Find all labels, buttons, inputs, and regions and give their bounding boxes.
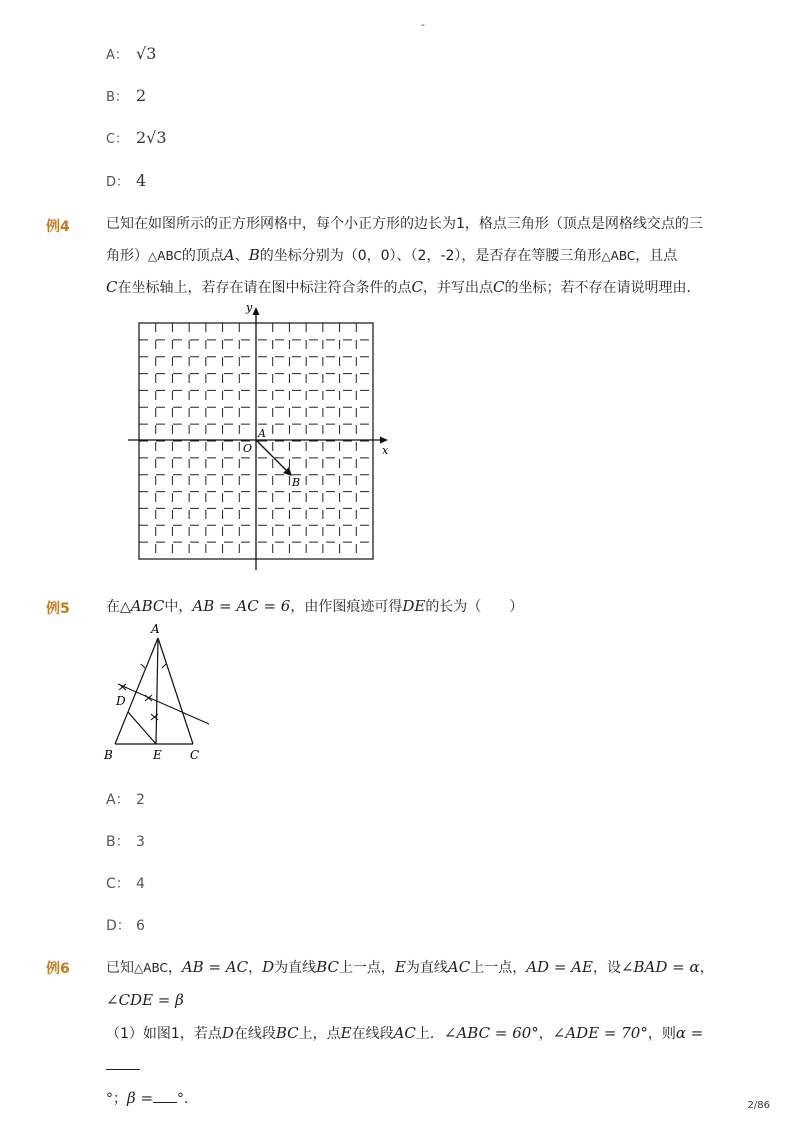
option-d[interactable] (106, 171, 146, 190)
page-number: 2/86 (747, 1100, 770, 1111)
option-value: 4 (136, 171, 147, 190)
example-6-text (106, 951, 716, 1115)
vertex-c-label: C (190, 748, 200, 762)
arc-mark (162, 664, 166, 668)
option-label: A： (106, 48, 128, 63)
option-value: √3 (136, 44, 157, 63)
example-6-label: 例6 (46, 961, 70, 977)
text-line: 已知△ABC，AB = AC，D为直线BC上一点，E为直线AC上一点，AD = AE，设∠BAD = α， (106, 958, 714, 976)
arc-mark (141, 664, 145, 668)
ex5-option-c[interactable] (106, 873, 145, 893)
text-line: 已知在如图所示的正方形网格中，每个小正方形的边长为1，格点三角形（顶点是网格线交点的三 (106, 216, 703, 232)
segment-ae (156, 638, 158, 744)
text-line: ∠CDE = β (106, 991, 184, 1009)
option-c[interactable] (106, 128, 167, 147)
option-value: 6 (136, 918, 145, 934)
option-value: 4 (136, 876, 145, 892)
option-label: D： (106, 918, 131, 934)
point-e-label: E (153, 748, 162, 762)
example-5-label: 例5 (46, 601, 70, 617)
text-line: C在坐标轴上，若存在请在图中标注符合条件的点C，并写出点C的坐标；若不存在请说明理由． (106, 278, 701, 296)
text-line: 角形）△ABC的顶点A、B的坐标分别为（0，0）、（2，-2），是否存在等腰三角形△ABC，且点 (106, 246, 678, 264)
segment-de (128, 712, 156, 744)
option-label: C： (106, 876, 130, 892)
example-4-text (106, 209, 716, 304)
answer-blank-alpha[interactable] (106, 1055, 140, 1070)
header-mark: - (421, 18, 425, 31)
ex5-option-a[interactable] (106, 789, 145, 809)
x-axis-label: x (382, 444, 389, 457)
ex5-option-b[interactable] (106, 831, 145, 851)
point-d-label: D (116, 694, 126, 708)
origin-label: O (243, 442, 253, 455)
text-line: （1）如图1，若点D在线段BC上，点E在线段AC上．∠ABC = 60°，∠ADE = 70°，则α = (106, 1017, 716, 1082)
side-ab (115, 638, 158, 744)
point-a-label: A (258, 427, 266, 440)
ex5-option-d[interactable] (106, 915, 145, 935)
coordinate-grid-figure (126, 300, 396, 575)
text-line: °；β = °． (106, 1089, 199, 1107)
point-b-label: B (292, 476, 301, 489)
option-value: 2 (136, 792, 145, 808)
option-label: B： (106, 834, 130, 850)
x-axis-arrow (380, 437, 388, 444)
option-a[interactable] (106, 44, 156, 63)
option-b[interactable] (106, 86, 146, 105)
vertex-b-label: B (104, 748, 113, 762)
option-label: B： (106, 90, 128, 105)
option-value: 2√3 (136, 128, 167, 147)
example-5-text: 在△ABC中，AB = AC = 6，由作图痕迹可得DE的长为（ ） (106, 597, 524, 615)
option-value: 3 (136, 834, 145, 850)
answer-blank-beta[interactable] (153, 1088, 177, 1103)
triangle-figure (98, 618, 228, 766)
option-label: D： (106, 175, 130, 190)
option-value: 2 (136, 86, 147, 105)
y-axis-label: y (246, 301, 253, 314)
y-axis-arrow (253, 307, 260, 315)
option-label: A： (106, 792, 130, 808)
side-ac (158, 638, 193, 744)
option-label: C： (106, 132, 129, 147)
vertex-a-label: A (151, 622, 160, 636)
example-4-label: 例4 (46, 219, 70, 235)
